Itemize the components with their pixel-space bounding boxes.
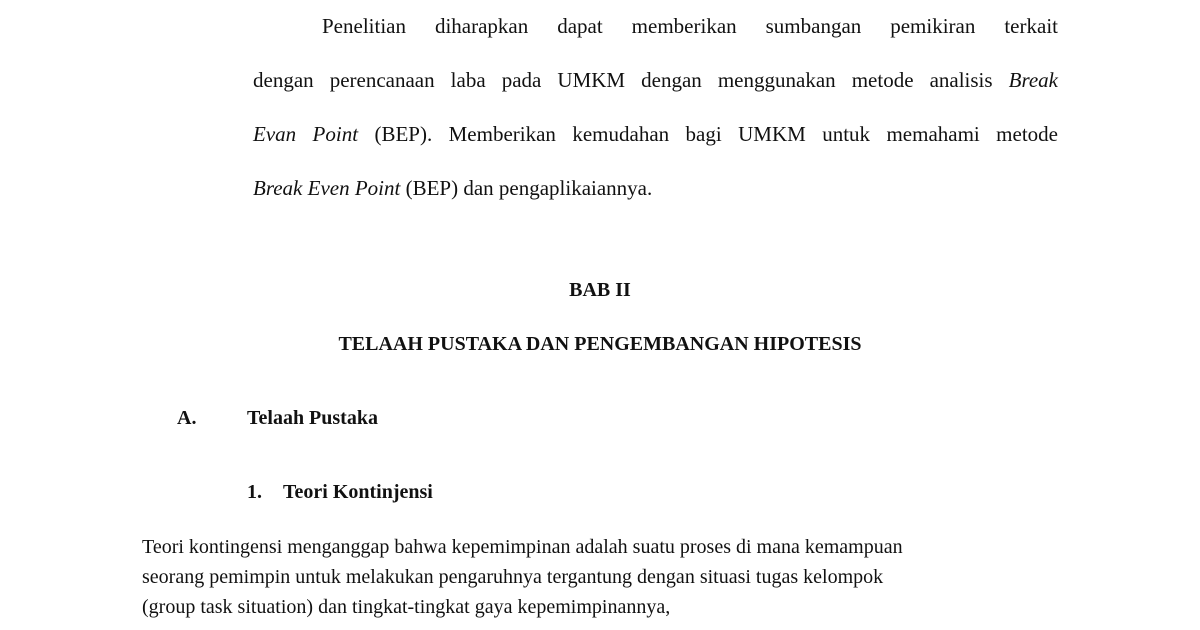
intro-italic-term: Break Even Point (253, 176, 401, 200)
chapter-label: BAB II (569, 279, 631, 301)
chapter-title: TELAAH PUSTAKA DAN PENGEMBANGAN HIPOTESIS (338, 333, 862, 355)
intro-paragraph-line-1 (322, 14, 1058, 38)
section-letter: A. (177, 407, 197, 429)
intro-paragraph-line-4 (253, 176, 652, 200)
subsection-title: Teori Kontinjensi (283, 481, 433, 503)
body-paragraph-line-1: Teori kontingensi menganggap bahwa kepemimpinan adalah suatu proses di mana kemampuan (142, 536, 903, 558)
section-title: Telaah Pustaka (247, 407, 378, 429)
intro-paragraph-line-2 (253, 68, 1058, 92)
subsection-number: 1. (247, 481, 262, 503)
intro-text: (BEP). Memberikan kemudahan bagi UMKM untuk memahami metode (358, 122, 1058, 146)
intro-italic-term: Evan Point (253, 122, 359, 146)
intro-italic-term: Break (1008, 68, 1058, 92)
intro-paragraph-line-3 (253, 122, 1058, 146)
body-paragraph-line-3: (group task situation) dan tingkat-tingkat gaya kepemimpinannya, (142, 596, 671, 618)
intro-text: (BEP) dan pengaplikaiannya. (400, 176, 653, 200)
intro-text: dengan perencanaan laba pada UMKM dengan menggunakan metode analisis (253, 68, 1009, 92)
subsection-heading (247, 480, 433, 504)
body-paragraph-line-2: seorang pemimpin untuk melakukan pengaruhnya tergantung dengan situasi tugas kelompok (142, 566, 884, 588)
intro-text: Penelitian diharapkan dapat memberikan sumbangan pemikiran terkait (322, 14, 1058, 38)
